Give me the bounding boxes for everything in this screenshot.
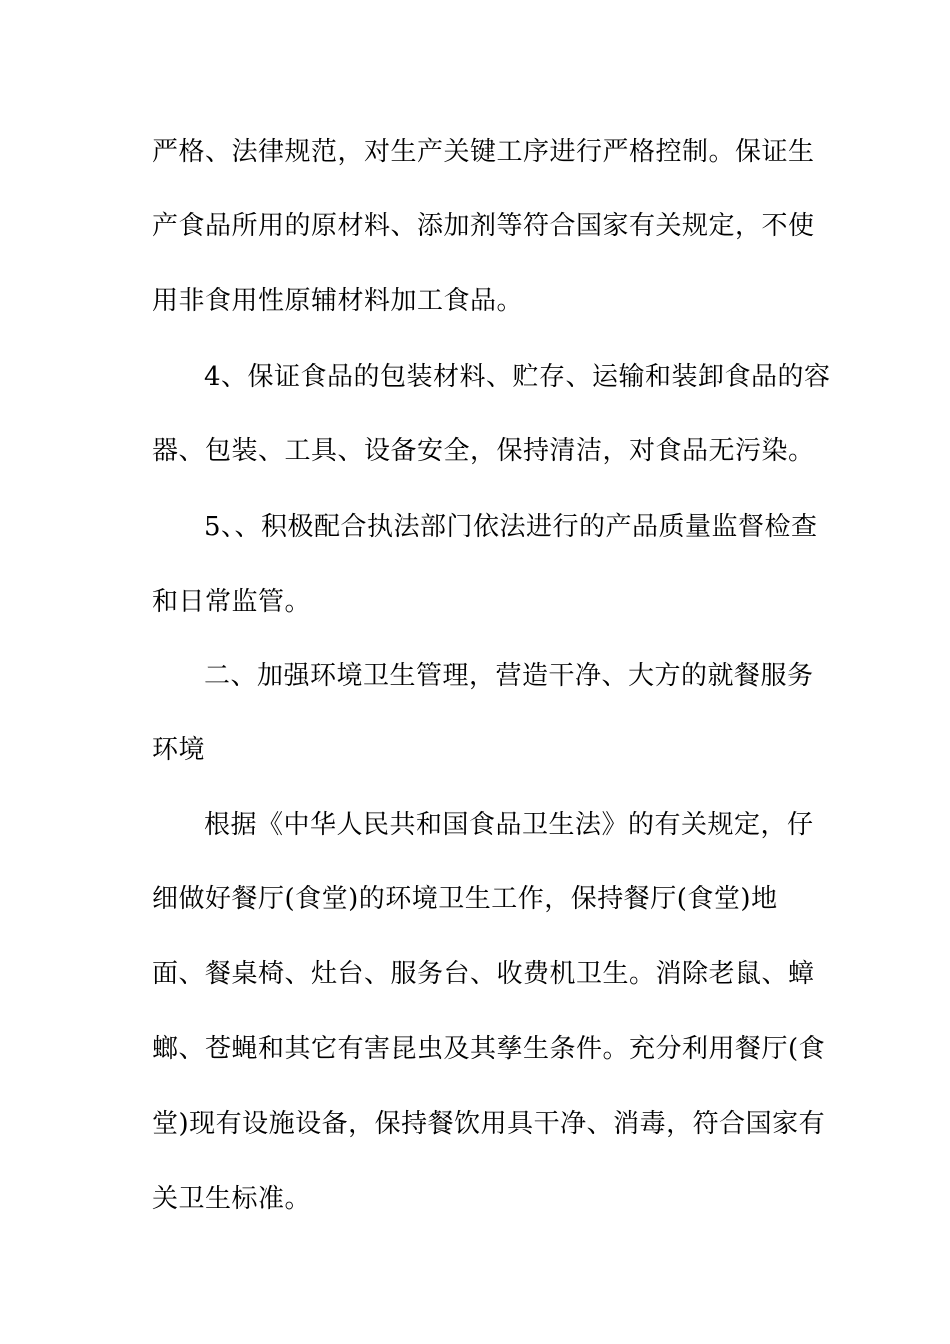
paragraph-4-start: 4、保证食品的包装材料、贮存、运输和装卸食品的容 bbox=[204, 362, 831, 392]
text-line: 器、包装、工具、设备安全，保持清洁，对食品无污染。 bbox=[152, 436, 815, 466]
text-line: 面、餐桌椅、灶台、服务台、收费机卫生。消除老鼠、蟑 bbox=[152, 959, 815, 989]
text-line: 严格、法律规范，对生产关键工序进行严格控制。保证生 bbox=[152, 137, 815, 167]
text-line: 细做好餐厅(食堂)的环境卫生工作，保持餐厅(食堂)地 bbox=[152, 884, 778, 914]
text-line: 和日常监管。 bbox=[152, 587, 312, 617]
paragraph-5-start: 5、、积极配合执法部门依法进行的产品质量监督检查 bbox=[204, 512, 818, 542]
text-line: 螂、苍蝇和其它有害昆虫及其孳生条件。充分利用餐厅(食 bbox=[152, 1034, 826, 1064]
text-line: 产食品所用的原材料、添加剂等符合国家有关规定，不使 bbox=[152, 211, 815, 241]
section-heading: 二、加强环境卫生管理，营造干净、大方的就餐服务 bbox=[204, 661, 814, 691]
text-line: 用非食用性原辅材料加工食品。 bbox=[152, 286, 524, 316]
section-heading-cont: 环境 bbox=[152, 735, 206, 765]
paragraph-start: 根据《中华人民共和国食品卫生法》的有关规定，仔 bbox=[204, 810, 814, 840]
text-line: 关卫生标准。 bbox=[152, 1184, 312, 1214]
text-line: 堂)现有设施设备，保持餐饮用具干净、消毒，符合国家有 bbox=[152, 1109, 826, 1139]
